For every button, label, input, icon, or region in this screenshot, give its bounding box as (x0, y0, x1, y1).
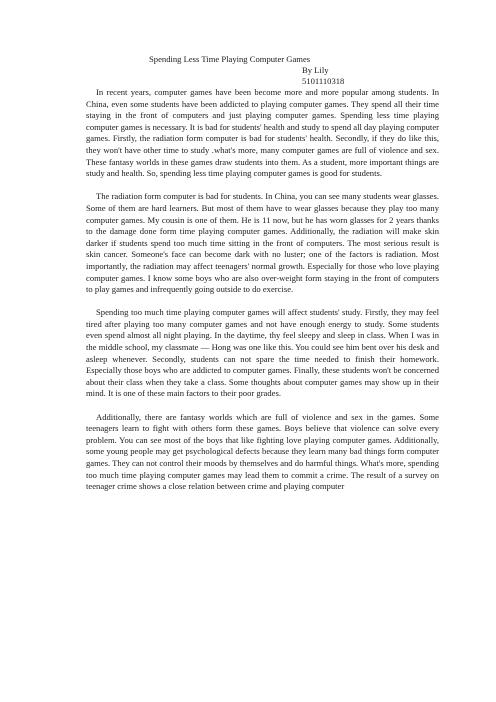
student-id: 5101110318 (302, 76, 345, 86)
paragraph-4 (86, 412, 439, 493)
paragraph-text: The radiation form computer is bad for students. In China, you can see many students wear glasses. Some of them are hard learners. But most of them have to wear glasses because they play too many computer games. My cousin is one of them. He is 11 now, but he has worn glasses for 2 years thanks to the damage done form time playing computer games. Additionally, the radiation will make skin darker if students spend too much time sitting in the front of computers. The most serious result is skin cancer. Someone's face can become dark with no luster; one of the factors is radiation. Most importantly, the radiation may affect teenagers' normal growth. Especially for those who love playing computer games. I know some boys who are also over-weight form staying in the front of computers to play games and infrequently going outside to do exercise. (86, 191, 439, 295)
paragraph-gap (86, 400, 439, 412)
paragraph-text: Spending too much time playing computer games will affect students' study. Firstly, they may feel tired after playing too many computer games and not have enough energy to study. Some students even spend almost all night playing. In the daytime, thy feel sleepy and sleep in class. When I was in the middle school, my classmate — Hong was one like this. You could see him bent over his desk and asleep whenever. Secondly, students can not spare the time needed to finish their homework. Especially those boys who are addicted to computer games. Finally, these students won't be concerned about their class when they take a class. Some thoughts about computer games may show up in their mind. It is one of these main factors to their poor grades. (86, 307, 439, 399)
paragraph-gap (86, 296, 439, 308)
author-line: By Lily (302, 65, 329, 75)
paragraph-1 (86, 87, 439, 180)
paragraph-2 (86, 191, 439, 295)
paragraph-text: In recent years, computer games have been become more and more popular among students. In China, even some students have been addicted to playing computer games. They spend all their time staying in the front of computers and just playing computer games. Spending less time playing computer games is necessary. It is bad for students' health and study to spend all day playing computer games. Firstly, the radiation form computer is bad for students' health. Secondly, if they do like this, they won't have other time to study .what's more, many computer games are full of violence and sex. These fantasy worlds in these games draw students into them. As a student, more important things are study and health. So, spending less time playing computer games is good for students. (86, 87, 439, 179)
essay-title: Spending Less Time Playing Computer Games (149, 54, 311, 64)
paragraph-3 (86, 307, 439, 400)
paragraph-text: Additionally, there are fantasy worlds which are full of violence and sex in the games. Some teenagers learn to fight with others form these games. Boys believe that violence can solve every problem. You can see most of the boys that like fighting love playing computer games. Additionally, some young people may get psychological defects because they learn many bad things form computer games. They can not control their moods by themselves and do harmful things. What's more, spending too much time playing computer games may lead them to commit a crime. The result of a survey on teenager crime shows a close relation between crime and playing computer (86, 411, 439, 492)
paragraph-gap (86, 180, 439, 192)
